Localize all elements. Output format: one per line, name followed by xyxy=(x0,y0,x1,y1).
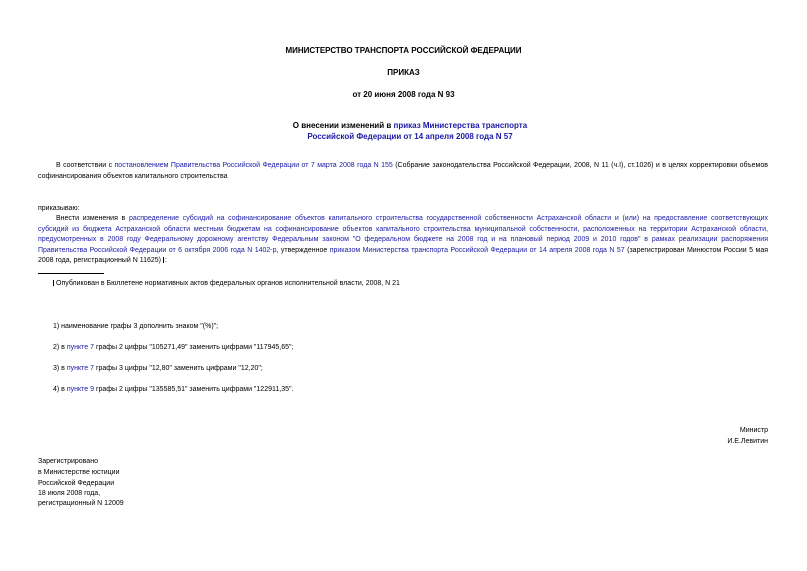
preamble-paragraph xyxy=(38,161,768,182)
title-link-order57[interactable]: приказ Министерства транспорта xyxy=(393,121,528,130)
item-1: 1) наименование графы 3 дополнить знаком "(%)"; xyxy=(53,323,219,330)
document-date: от 20 июня 2008 года N 93 xyxy=(352,90,455,99)
item-2-prefix: 2) в xyxy=(53,344,67,351)
link-item-9[interactable]: пункте 9 xyxy=(66,386,94,393)
ministry-heading: МИНИСТЕРСТВО ТРАНСПОРТА РОССИЙСКОЙ ФЕДЕРАЦИИ xyxy=(285,46,522,55)
title-link-order57-line2[interactable]: Российской Федерации от 14 апреля 2008 года N 57 xyxy=(307,132,513,141)
item-2 xyxy=(53,343,293,354)
footnote-text: Опубликован в Бюллетене нормативных актов федеральных органов исполнительной власти, 2008, N 21 xyxy=(56,280,400,287)
link-item-7-b[interactable]: пункте 7 xyxy=(66,365,94,372)
preamble-text-2: (Собрание законодательства Российской Федерации, 2008, N 11 (ч.I), ст.1026) и в целях корректировки объемов софинансирования объектов капитального строительства xyxy=(38,162,768,180)
signature-name: И.Е.Левитин xyxy=(727,438,768,445)
order-text: Внести изменения в xyxy=(56,215,129,222)
footnote-marker xyxy=(163,257,164,263)
link-order-57[interactable]: приказом Министерства транспорта Российской Федерации от 14 апреля 2008 года N 57 xyxy=(329,246,625,254)
item-4-text: графы 2 цифры "135585,51" заменить цифрами "122911,35". xyxy=(94,386,294,393)
item-3 xyxy=(53,364,263,375)
order-text-3: (зарегистрирован Минюстом России 5 мая 2008 года, регистрационный N 11625) xyxy=(38,246,768,264)
link-item-7[interactable]: пункте 7 xyxy=(66,344,94,351)
item-3-prefix: 3) в xyxy=(53,365,67,372)
preamble-text: В соответствии с xyxy=(56,162,115,169)
document-type: ПРИКАЗ xyxy=(387,68,420,77)
document-title xyxy=(250,120,570,142)
order-text-2: , утвержденное xyxy=(276,246,330,254)
registration-line-2: в Министерстве юстиции xyxy=(38,469,120,476)
item-3-text: графы 3 цифры "12,80" заменить цифрами "12,20"; xyxy=(94,365,263,372)
item-2-text: графы 2 цифры "105271,49" заменить цифрами "117945,65"; xyxy=(94,344,294,351)
registration-line-4: 18 июля 2008 года, xyxy=(38,490,101,497)
footnote-ref-marker xyxy=(53,280,54,286)
registration-line-3: Российской Федерации xyxy=(38,480,115,487)
order-word: приказываю: xyxy=(38,205,80,212)
link-resolution-155[interactable]: постановлением Правительства Российской Федерации от 7 марта 2008 года N 155 xyxy=(114,162,393,169)
item-4-prefix: 4) в xyxy=(53,386,67,393)
registration-line-5: регистрационный N 12009 xyxy=(38,500,124,507)
link-subsidy-distribution[interactable]: распределение субсидий на софинансирование объектов капитального строительства государственной собственности Астраханской области и (или) на предоставление соответствующих субсидий из бюджета Астраханской области местным бюджетам на софинансирование объектов капитального строительства муниципальной собственности, расположенных на территории Астраханской области, предусмотренных в 2008 году Федеральному дорожному агентству Федеральным законом "О федеральном бюджете на 2008 год и на плановый период 2009 и 2010 годов" в рамках реализации распоряжения Правительства Российской Федерации от 6 октября 2006 года N 1402-р xyxy=(38,215,768,254)
title-prefix: О внесении изменений в xyxy=(292,121,394,130)
signature-position: Министр xyxy=(739,427,768,434)
footnote-divider xyxy=(38,273,104,274)
order-text-4: : xyxy=(164,257,167,264)
footnote xyxy=(53,279,400,290)
item-4 xyxy=(53,385,293,396)
order-paragraph xyxy=(38,214,768,267)
registration-line-1: Зарегистрировано xyxy=(38,458,98,465)
